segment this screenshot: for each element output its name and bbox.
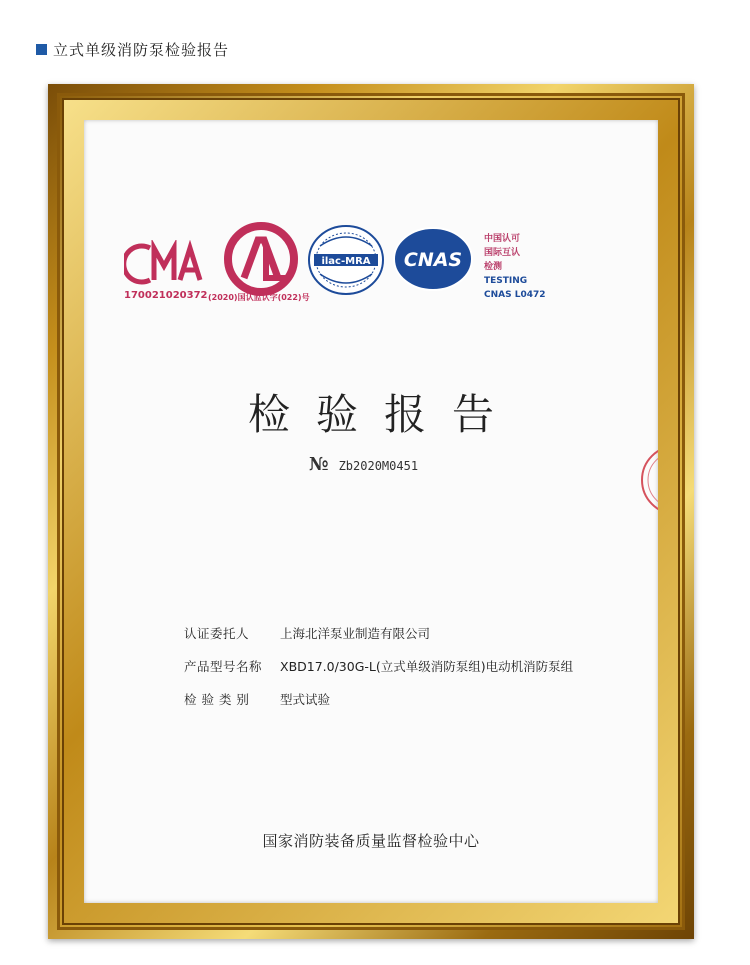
report-number-value: Zb2020M0451 — [338, 459, 419, 473]
field-value: XBD17.0/30G-L(立式单级消防泵组)电动机消防泵组 — [280, 658, 574, 674]
gold-picture-frame — [48, 84, 694, 939]
field-row — [184, 649, 573, 682]
certificate-paper — [84, 120, 658, 903]
report-number — [309, 454, 418, 475]
cma-logo-icon — [124, 240, 204, 288]
cnas-caption: 中国认可 国际互认 检测 TESTING CNAS L0472 — [484, 234, 546, 300]
svg-text:CNAS: CNAS — [403, 249, 463, 271]
section-header — [36, 38, 229, 60]
header-title: 立式单级消防泵检验报告 — [53, 40, 230, 59]
field-row — [184, 682, 573, 715]
cnas-logo-icon — [392, 226, 474, 292]
number-symbol: № — [309, 454, 329, 475]
header-square-icon — [36, 44, 47, 55]
ilac-mra-logo-icon — [306, 224, 386, 296]
cal-number: (2020)国认监认字(022)号 — [208, 293, 310, 302]
field-value: 型式试验 — [280, 691, 331, 707]
field-value: 上海北洋泵业制造有限公司 — [280, 625, 431, 641]
report-title: 检验报告 — [247, 390, 520, 439]
field-row — [184, 616, 573, 649]
field-label: 检 验 类 别 — [184, 691, 250, 707]
cal-logo-icon — [222, 220, 300, 298]
red-seal-fragment-icon — [636, 440, 658, 520]
issuing-authority: 国家消防装备质量监督检验中心 — [262, 832, 480, 850]
info-fields — [184, 616, 573, 715]
svg-text:ilac-MRA: ilac-MRA — [321, 256, 371, 267]
field-label: 产品型号名称 — [184, 658, 263, 674]
field-label: 认证委托人 — [184, 625, 250, 641]
cma-number: 170021020372 — [124, 290, 208, 301]
